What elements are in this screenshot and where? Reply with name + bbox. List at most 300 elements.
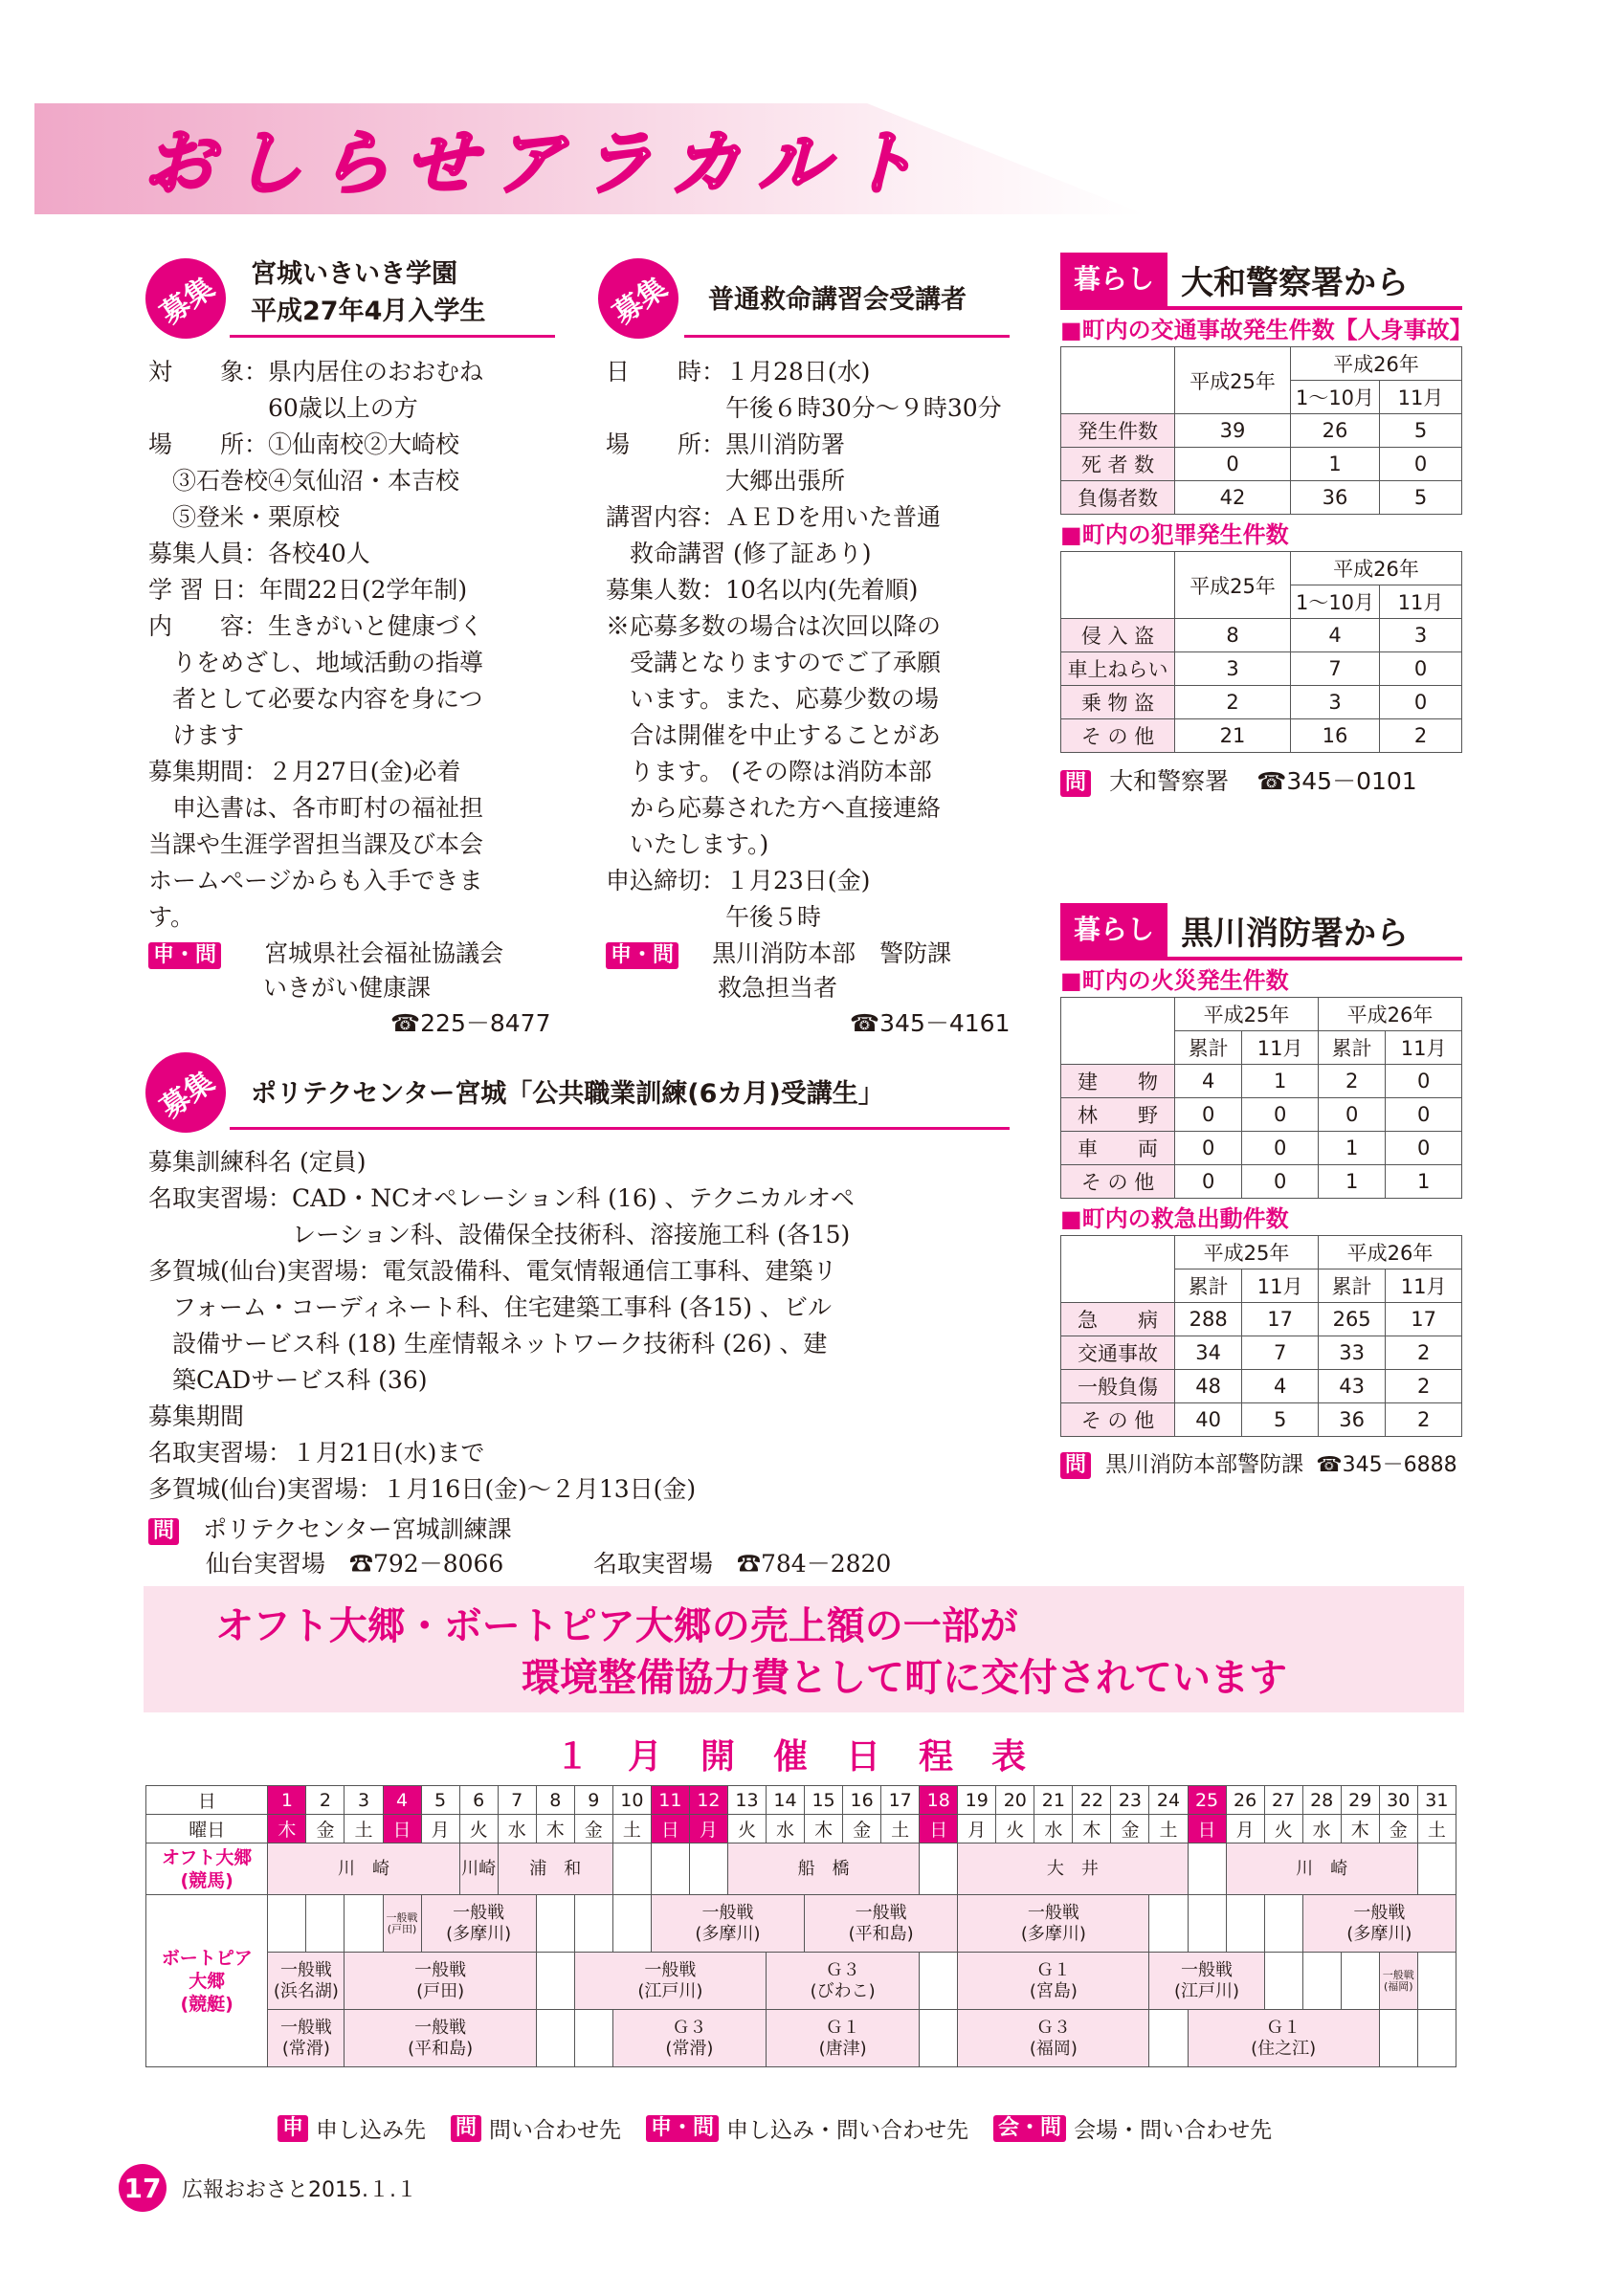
weekday-cell: 日 [1188, 1815, 1226, 1843]
empty-cell [1264, 1895, 1302, 1953]
weekday-cell: 日 [651, 1815, 689, 1843]
event-cell [958, 2010, 1149, 2067]
page-title: おしらせアラカルト [144, 122, 934, 205]
event-cell [574, 1953, 766, 2010]
legend-text: 会場・問い合わせ先 [1074, 2118, 1273, 2143]
day-row [146, 1786, 1456, 1815]
cell-value: 265 [1318, 1303, 1385, 1336]
weekday-cell: 月 [689, 1815, 727, 1843]
event-text: 川 崎 [338, 1859, 389, 1879]
row-label: 一般負傷 [1061, 1370, 1175, 1403]
gakuen-line: ⑤登米・栗原校 [148, 503, 341, 531]
cell-value: 17 [1386, 1303, 1462, 1336]
event-cell [767, 2010, 920, 2067]
legend-item [646, 2112, 968, 2144]
empty-cell [920, 1843, 958, 1895]
race-grade: 一般戦 [855, 1902, 907, 1923]
gakuen-line: 募集人員：各校40人 [148, 540, 370, 567]
boat-row [146, 2010, 1456, 2067]
race-grade: 一般戦 [644, 1959, 697, 1980]
weekday-cell: 火 [727, 1815, 766, 1843]
day-cell: 5 [421, 1786, 459, 1815]
cell-value: 2 [1175, 686, 1291, 719]
day-cell: 4 [383, 1786, 421, 1815]
event-cell [345, 2010, 536, 2067]
gakuen-line: 場 所：①仙南校②大崎校 [148, 430, 460, 458]
race-venue: (多摩川) [1020, 1923, 1086, 1944]
cell-value: 2 [1386, 1403, 1462, 1437]
race-venue: (平和島) [848, 1923, 914, 1944]
weekday-cell: 日 [920, 1815, 958, 1843]
page-number: 17 [119, 2164, 167, 2212]
boat-row [146, 1953, 1456, 2010]
row-label: 車上ねらい [1061, 652, 1175, 686]
day-cell: 18 [920, 1786, 958, 1815]
race-venue: (常滑) [281, 2038, 330, 2059]
poly-line: 名取実習場：CAD・NCオペレーション科 (16) 、テクニカルオペ [148, 1184, 855, 1212]
cell-value: 34 [1175, 1336, 1242, 1370]
race-venue: (多摩川) [695, 1923, 761, 1944]
race-grade: 一般戦 [279, 2017, 332, 2038]
kyumei-line: 大郷出張所 [606, 467, 846, 495]
kyumei-line: から応募された方へ直接連絡 [606, 794, 942, 822]
cell-value: 0 [1380, 652, 1462, 686]
table-row [1061, 686, 1462, 719]
gakuen-line: 者として必要な内容を身につ [148, 685, 483, 713]
table-row [1061, 1303, 1462, 1336]
kyumei-rule [684, 335, 1010, 338]
event-cell [958, 1843, 1188, 1895]
cell-value: 4 [1242, 1370, 1319, 1403]
day-cell: 24 [1149, 1786, 1188, 1815]
event-cell [612, 2010, 766, 2067]
empty-cell [920, 1953, 958, 2010]
weekday-cell: 金 [574, 1815, 612, 1843]
event-cell [727, 1843, 919, 1895]
weekday-cell: 木 [268, 1815, 306, 1843]
race-grade: 一般戦 [414, 2017, 467, 2038]
weekday-cell: 木 [536, 1815, 574, 1843]
cell-value: 3 [1291, 686, 1380, 719]
gakuen-line: す。 [148, 903, 195, 931]
kyumei-tel: ☎345－4161 [850, 1009, 1011, 1037]
police-contact: 問 大和警察署 ☎345－0101 [1060, 762, 1462, 800]
cell-value: 42 [1175, 481, 1291, 515]
cell-value: 0 [1386, 1132, 1462, 1165]
row-label: 交通事故 [1061, 1336, 1175, 1370]
weekday-row [146, 1815, 1456, 1843]
weekday-cell: 水 [498, 1815, 536, 1843]
race-grade: 一般戦 [279, 1959, 332, 1980]
cell-value: 4 [1175, 1065, 1242, 1098]
day-cell: 20 [996, 1786, 1034, 1815]
cell-value: 0 [1318, 1098, 1385, 1132]
race-grade: Ｇ１ [825, 2017, 860, 2038]
race-venue: (江戸川) [1174, 1980, 1240, 2001]
table-row [1061, 448, 1462, 481]
race-grade: Ｇ３ [825, 1959, 860, 1980]
traffic-heading: ■町内の交通事故発生件数【人身事故】 [1060, 317, 1473, 343]
poly-line: 設備サービス科 (18) 生産情報ネットワーク技術科 (26) 、建 [148, 1330, 828, 1358]
boshu-badge: 募集 [130, 1037, 242, 1149]
empty-cell [1341, 1953, 1379, 2010]
contact-label: 問 [148, 1518, 179, 1545]
event-cell [383, 1895, 421, 1953]
oft-row [146, 1843, 1456, 1895]
issue-label: 広報おおさと2015.１.１ [182, 2178, 417, 2202]
empty-cell [268, 1895, 306, 1953]
poly-contact-2b: 名取実習場 ☎784－2820 [593, 1550, 892, 1578]
boshu-badge: 募集 [583, 243, 695, 355]
kyumei-line: 午後５時 [606, 903, 822, 931]
legend-tag: 問 [451, 2115, 481, 2142]
table-row [1061, 1165, 1462, 1199]
police-rule [1060, 306, 1462, 310]
event-cell [268, 2010, 345, 2067]
weekday-cell: 月 [1226, 1815, 1264, 1843]
gakuen-line: ③石巻校④気仙沼・本吉校 [148, 467, 460, 495]
legend-item [451, 2112, 621, 2144]
kyumei-title: 普通救命講習会受講者 [708, 285, 967, 315]
cell-value: 7 [1242, 1336, 1319, 1370]
contact-label: 申・問 [606, 942, 678, 969]
gakuen-line: 申込書は、各市町村の福祉担 [148, 794, 484, 822]
day-cell: 19 [958, 1786, 996, 1815]
kurashi-tag: 暮らし [1060, 903, 1167, 957]
cell-value: 1 [1386, 1165, 1462, 1199]
race-grade: Ｇ３ [1035, 2017, 1071, 2038]
race-grade: Ｇ１ [1035, 1959, 1071, 1980]
empty-cell [536, 2010, 574, 2067]
empty-cell [689, 1843, 727, 1895]
poly-line: 募集訓練科名 (定員) [148, 1148, 367, 1176]
empty-cell [1417, 1953, 1456, 2010]
event-cell [651, 1895, 804, 1953]
row-label: そ の 他 [1061, 719, 1175, 753]
banner-line-2: 環境整備協力費として町に交付されています [522, 1656, 1287, 1700]
poly-rule [230, 1127, 1010, 1130]
kurashi-tag: 暮らし [1060, 253, 1167, 306]
gakuen-contact [148, 936, 503, 972]
poly-line: 多賀城(仙台)実習場：１月16日(金)～２月13日(金) [148, 1475, 697, 1503]
race-venue: (浜名湖) [273, 1980, 339, 2001]
race-venue: (常滑) [665, 2038, 714, 2059]
weekday-label: 曜日 [146, 1815, 268, 1843]
weekday-cell: 火 [996, 1815, 1034, 1843]
day-cell: 1 [268, 1786, 306, 1815]
empty-cell [1188, 1895, 1226, 1953]
event-cell [268, 1953, 345, 2010]
day-cell: 27 [1264, 1786, 1302, 1815]
race-grade: 一般戦 [386, 1910, 418, 1924]
day-cell: 2 [306, 1786, 345, 1815]
day-cell: 10 [612, 1786, 651, 1815]
day-cell: 30 [1379, 1786, 1417, 1815]
kyumei-contact [606, 936, 951, 972]
weekday-cell: 金 [1379, 1815, 1417, 1843]
kyumei-line: 申込締切：１月23日(金) [606, 867, 871, 894]
race-venue: (びわこ) [810, 1980, 876, 2001]
empty-cell [920, 2010, 958, 2067]
schedule-table [145, 1785, 1456, 2067]
day-cell: 17 [881, 1786, 920, 1815]
weekday-cell: 土 [612, 1815, 651, 1843]
weekday-cell: 水 [1034, 1815, 1073, 1843]
day-cell: 23 [1111, 1786, 1149, 1815]
event-cell [767, 1953, 920, 2010]
race-venue: (平和島) [408, 2038, 474, 2059]
event-cell [421, 1895, 536, 1953]
cell-value: 2 [1318, 1065, 1385, 1098]
row-label: 林 野 [1061, 1098, 1175, 1132]
gakuen-tel: ☎225－8477 [390, 1009, 551, 1037]
event-cell [268, 1843, 459, 1895]
empty-cell [1188, 1843, 1226, 1895]
weekday-cell: 土 [1417, 1815, 1456, 1843]
race-venue: (多摩川) [1346, 1923, 1412, 1944]
cell-value: 5 [1380, 481, 1462, 515]
kyumei-line: 日 時：１月28日(水) [606, 358, 871, 386]
cell-value: 2 [1386, 1370, 1462, 1403]
weekday-cell: 火 [459, 1815, 498, 1843]
empty-cell [1149, 2010, 1188, 2067]
poly-line: 名取実習場：１月21日(水)まで [148, 1439, 485, 1467]
cell-value: 0 [1380, 686, 1462, 719]
day-cell: 11 [651, 1786, 689, 1815]
gakuen-line: 60歳以上の方 [148, 394, 418, 422]
poly-line: レーション科、設備保全技術科、溶接施工科 (各15) [148, 1221, 851, 1248]
cell-value: 0 [1386, 1065, 1462, 1098]
gakuen-line: 学 習 日：年間22日(2学年制) [148, 576, 468, 604]
day-cell: 9 [574, 1786, 612, 1815]
schedule [145, 1785, 1456, 2067]
poly-body [148, 1144, 855, 1508]
day-cell: 21 [1034, 1786, 1073, 1815]
empty-cell [1302, 1953, 1341, 2010]
table-row [1061, 1403, 1462, 1437]
day-cell: 12 [689, 1786, 727, 1815]
cell-value: 16 [1291, 719, 1380, 753]
cell-value: 1 [1291, 448, 1380, 481]
row-label: 侵 入 盗 [1061, 619, 1175, 652]
fire-table: 平成25年 平成26年 累計 11月 累計 11月 建 物 4 1 2 0 林 野 0 0 0 0 車 両 0 0 1 0 そ の 他 0 0 1 1 [1060, 997, 1462, 1199]
race-grade: Ｇ１ [1266, 2017, 1301, 2038]
kyumei-line: 募集人数：10名以内(先着順) [606, 576, 919, 604]
gakuen-contact-2: いきがい健康課 [263, 974, 432, 1002]
cell-value: 0 [1175, 1098, 1242, 1132]
legend-tag: 会・問 [993, 2115, 1066, 2142]
weekday-cell: 水 [1302, 1815, 1341, 1843]
gakuen-line: 対 象：県内居住のおおむね [148, 358, 484, 386]
weekday-cell: 金 [843, 1815, 881, 1843]
day-cell: 31 [1417, 1786, 1456, 1815]
weekday-cell: 水 [767, 1815, 805, 1843]
legend-text: 問い合わせ先 [489, 2118, 622, 2143]
table-row [1061, 619, 1462, 652]
empty-cell [1417, 1843, 1456, 1895]
empty-cell [536, 1895, 574, 1953]
day-cell: 8 [536, 1786, 574, 1815]
boat-label: ボートピア 大郷 (競艇) [146, 1895, 268, 2067]
race-grade: 一般戦 [701, 1902, 754, 1923]
cell-value: 0 [1386, 1098, 1462, 1132]
contact-label: 申・問 [148, 942, 221, 969]
poly-line: 多賀城(仙台)実習場：電気設備科、電気情報通信工事科、建築リ [148, 1257, 837, 1285]
cell-value: 3 [1380, 619, 1462, 652]
crime-heading: ■町内の犯罪発生件数 [1060, 521, 1289, 548]
event-cell [1188, 2010, 1379, 2067]
weekday-cell: 木 [1341, 1815, 1379, 1843]
row-label: 車 両 [1061, 1132, 1175, 1165]
day-cell: 22 [1073, 1786, 1111, 1815]
ems-heading: ■町内の救急出動件数 [1060, 1205, 1289, 1232]
cell-value: 8 [1175, 619, 1291, 652]
schedule-title: １月開催日程表 [555, 1737, 1065, 1777]
kyumei-line: 場 所：黒川消防署 [606, 430, 846, 458]
event-text: 浦 和 [529, 1859, 582, 1879]
kyumei-line: いたします。) [606, 830, 769, 858]
event-cell [958, 1953, 1149, 2010]
legend-text: 申し込み先 [316, 2118, 427, 2143]
cell-value: 48 [1175, 1370, 1242, 1403]
cell-value: 39 [1175, 414, 1291, 448]
weekday-cell: 木 [1073, 1815, 1111, 1843]
gakuen-contact-1: 宮城県社会福祉協議会 [264, 939, 504, 967]
day-cell: 29 [1341, 1786, 1379, 1815]
empty-cell [345, 1895, 383, 1953]
cell-value: 36 [1318, 1403, 1385, 1437]
event-text: 大 井 [1046, 1859, 1099, 1879]
day-cell: 28 [1302, 1786, 1341, 1815]
race-venue: (江戸川) [637, 1980, 703, 2001]
banner-line-1: オフト大郷・ボートピア大郷の売上額の一部が [215, 1604, 1018, 1648]
empty-cell [536, 1953, 574, 2010]
kyumei-line: います。また、応募少数の場 [606, 685, 940, 713]
cell-value: 0 [1175, 1165, 1242, 1199]
kyumei-body [606, 354, 1002, 936]
race-grade: 一般戦 [414, 1959, 467, 1980]
fire-section [1060, 903, 1462, 1483]
row-label: そ の 他 [1061, 1403, 1175, 1437]
cell-value: 26 [1291, 414, 1380, 448]
race-grade: 一般戦 [1027, 1902, 1079, 1923]
cell-value: 3 [1175, 652, 1291, 686]
cell-value: 4 [1291, 619, 1380, 652]
empty-cell [306, 1895, 345, 1953]
kyumei-line: 合は開催を中止することがあ [606, 721, 942, 749]
event-cell [1226, 1843, 1417, 1895]
cell-value: 0 [1175, 1132, 1242, 1165]
kyumei-line: ります。 (その際は消防本部 [606, 758, 932, 785]
legend-tag: 申・問 [646, 2115, 719, 2142]
weekday-cell: 木 [805, 1815, 843, 1843]
weekday-cell: 金 [1111, 1815, 1149, 1843]
race-venue: (住之江) [1251, 2038, 1317, 2059]
row-label: 急 病 [1061, 1303, 1175, 1336]
event-cell [498, 1843, 612, 1895]
kyumei-contact-1: 黒川消防本部 警防課 [712, 939, 952, 967]
table-row [1061, 481, 1462, 515]
cell-value: 0 [1175, 448, 1291, 481]
day-cell: 15 [805, 1786, 843, 1815]
row-label: 乗 物 盗 [1061, 686, 1175, 719]
table-row [1061, 652, 1462, 686]
cell-value: 1 [1318, 1132, 1385, 1165]
poly-line: 募集期間 [148, 1402, 245, 1430]
cell-value: 33 [1318, 1336, 1385, 1370]
row-label: 負傷者数 [1061, 481, 1175, 515]
cell-value: 0 [1380, 448, 1462, 481]
table-row [1061, 1336, 1462, 1370]
cell-value: 0 [1242, 1165, 1319, 1199]
empty-cell [1417, 2010, 1456, 2067]
empty-cell [612, 1843, 651, 1895]
cell-value: 7 [1291, 652, 1380, 686]
cell-value: 288 [1175, 1303, 1242, 1336]
row-label: 建 物 [1061, 1065, 1175, 1098]
kyumei-line: 午後６時30分～９時30分 [606, 394, 1002, 422]
race-grade: Ｇ３ [672, 2017, 707, 2038]
day-label: 日 [146, 1786, 268, 1815]
day-cell: 3 [345, 1786, 383, 1815]
race-venue: (戸田) [416, 1980, 465, 2001]
poly-title: ポリテクセンター宮城「公共職業訓練(6カ月)受講生」 [251, 1079, 884, 1109]
traffic-table: 平成25年 平成26年 1～10月 11月 発生件数 39 26 5 死 者 数 0 1 0 負傷者数 42 36 5 [1060, 346, 1462, 515]
day-cell: 14 [767, 1786, 805, 1815]
legend [278, 2112, 1297, 2144]
empty-cell [651, 1843, 689, 1895]
event-text: 船 橋 [797, 1859, 850, 1879]
race-venue: (福岡) [1029, 2038, 1078, 2059]
police-section [1060, 253, 1473, 800]
boat-row [146, 1895, 1456, 1953]
race-venue: (戸田) [387, 1922, 417, 1935]
race-grade: 一般戦 [1181, 1959, 1234, 1980]
day-cell: 16 [843, 1786, 881, 1815]
day-cell: 26 [1226, 1786, 1264, 1815]
police-title: 大和警察署から [1181, 263, 1410, 302]
race-grade: 一般戦 [453, 1902, 505, 1923]
event-cell [1302, 1895, 1456, 1953]
cell-value: 1 [1318, 1165, 1385, 1199]
table-row [1061, 1098, 1462, 1132]
boshu-badge: 募集 [130, 243, 242, 355]
row-label: 発生件数 [1061, 414, 1175, 448]
row-label: そ の 他 [1061, 1165, 1175, 1199]
cell-value: 0 [1242, 1132, 1319, 1165]
cell-value: 43 [1318, 1370, 1385, 1403]
row-label: 死 者 数 [1061, 448, 1175, 481]
event-cell [1149, 1953, 1264, 2010]
gakuen-rule [230, 335, 555, 338]
day-cell: 13 [727, 1786, 766, 1815]
cell-value: 0 [1242, 1098, 1319, 1132]
weekday-cell: 土 [345, 1815, 383, 1843]
weekday-cell: 日 [383, 1815, 421, 1843]
gakuen-line: りをめざし、地域活動の指導 [148, 649, 484, 676]
cell-value: 17 [1242, 1303, 1319, 1336]
gakuen-line: 当課や生涯学習担当課及び本会 [148, 830, 484, 858]
cell-value: 36 [1291, 481, 1380, 515]
gakuen-title-1: 宮城いきいき学園 [251, 259, 457, 289]
gakuen-body [148, 354, 483, 936]
gakuen-line: 募集期間：２月27日(金)必着 [148, 758, 461, 785]
day-cell: 7 [498, 1786, 536, 1815]
day-cell: 6 [459, 1786, 498, 1815]
legend-item [993, 2112, 1272, 2144]
race-venue: (宮島) [1029, 1980, 1078, 2001]
race-venue: (唐津) [818, 2038, 867, 2059]
